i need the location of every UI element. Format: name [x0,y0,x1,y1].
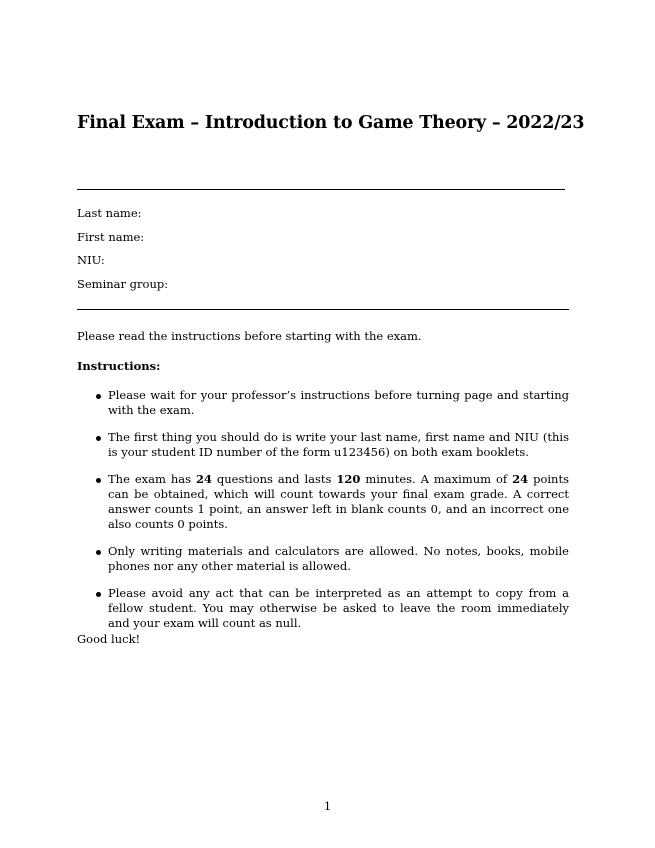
instruction-text [108,430,569,460]
bullet-icon [96,550,101,555]
instruction-fragment: Only writing materials and calculators are allowed. No notes, books, mobile phones nor any other material is allowed. [108,544,569,574]
student-fields [77,205,168,299]
bullet-icon [96,478,101,483]
page-title: Final Exam – Introduction to Game Theory – 2022/23 [77,113,585,133]
instruction-text [108,586,569,632]
instruction-item [77,430,569,460]
instruction-fragment: minutes. A maximum of [360,471,513,486]
bullet-icon [96,436,101,441]
instruction-fragment: points can be obtained, which will count towards your final exam grade. A correct answer counts 1 point, an answer left in blank counts 0, and an incorrect one also counts 0 points. [108,471,569,532]
page-number: 1 [323,799,332,813]
instructions-heading: Instructions: [77,359,161,373]
instruction-fragment: Please wait for your professor’s instructions before turning page and starting with the exam. [108,388,569,418]
instruction-item [77,472,569,533]
instruction-fragment: The exam has [108,471,196,486]
instruction-fragment: Please avoid any act that can be interpreted as an attempt to copy from a fellow student. You may otherwise be asked to leave the room immediately and your exam will count as null. [108,586,569,631]
last-name-label: Last name: [77,206,142,220]
instruction-text [108,544,569,574]
instructions-list [77,388,569,643]
niu-label: NIU: [77,253,105,267]
closing-text: Good luck! [77,632,141,646]
intro-text: Please read the instructions before starting with the exam. [77,329,422,343]
instruction-emphasis: 24 [512,471,529,486]
instruction-emphasis: 24 [195,471,212,486]
bullet-icon [96,592,101,597]
instruction-text [108,472,569,533]
bullet-icon [96,394,101,399]
seminar-group-label: Seminar group: [77,276,169,291]
instruction-emphasis: 120 [336,471,361,486]
instruction-fragment: questions and lasts [211,471,337,486]
bottom-divider [77,309,569,310]
instruction-item [77,544,569,574]
instruction-item [77,586,569,632]
instruction-item [77,388,569,418]
top-divider [77,189,565,190]
first-name-label: First name: [77,229,145,244]
instruction-text [108,388,569,418]
instruction-fragment: The first thing you should do is write your last name, first name and NIU (this is your student ID number of the form u123456) on both exam booklets. [108,429,569,460]
